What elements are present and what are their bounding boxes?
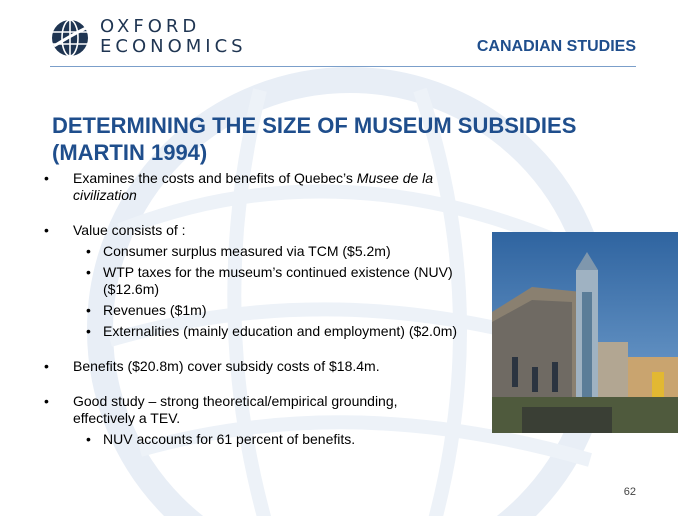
sub-bullet-text: WTP taxes for the museum’s continued existence (NUV) ($12.6m) <box>103 264 453 297</box>
bullet-item <box>26 170 486 204</box>
bullet-text: Benefits ($20.8m) cover subsidy costs of $18.4m. <box>73 358 380 374</box>
sub-bullet-item <box>26 323 486 340</box>
bullet-marker: • <box>86 264 91 280</box>
bullet-item <box>26 393 403 427</box>
sub-bullet-text: Consumer surplus measured via TCM ($5.2m) <box>103 243 391 259</box>
sub-bullet-text: Externalities (mainly education and employment) ($2.0m) <box>103 323 458 339</box>
bullet-marker: • <box>86 323 91 339</box>
bullet-text: Examines the costs and benefits of Quebec’s <box>73 170 357 186</box>
globe-icon <box>50 18 90 58</box>
bullet-item <box>26 222 486 239</box>
title-line-2: (MARTIN 1994) <box>52 140 208 165</box>
bullet-marker: • <box>44 222 49 238</box>
header-divider <box>50 66 636 67</box>
bullet-item <box>26 358 486 375</box>
page-number: 62 <box>623 486 636 498</box>
bullet-list <box>26 170 486 448</box>
sub-bullet-text: NUV accounts for 61 percent of benefits. <box>103 431 356 447</box>
sub-bullet-text: Revenues ($1m) <box>103 302 207 318</box>
sub-bullet-item <box>26 302 486 319</box>
bullet-marker: • <box>86 302 91 318</box>
logo-text-economics: ECONOMICS <box>100 36 247 57</box>
bullet-marker: • <box>44 170 49 186</box>
title-line-1: DETERMINING THE SIZE OF MUSEUM SUBSIDIES <box>52 113 577 138</box>
bullet-text: Good study – strong theoretical/empirical grounding, effectively a TEV. <box>73 393 398 426</box>
bullet-marker: • <box>44 393 49 409</box>
museum-name: Musee de la civilization <box>73 170 434 203</box>
bullet-marker: • <box>86 243 91 259</box>
museum-photo <box>492 232 678 433</box>
bullet-marker: • <box>86 431 91 447</box>
section-label: CANADIAN STUDIES <box>476 38 636 55</box>
sub-bullet-item <box>26 431 486 448</box>
slide-title <box>52 112 622 166</box>
bullet-text: Value consists of : <box>73 222 186 238</box>
bullet-marker: • <box>44 358 49 374</box>
logo-text-oxford: OXFORD <box>100 16 201 37</box>
sub-bullet-item <box>26 264 486 298</box>
sub-bullet-item <box>26 243 486 260</box>
